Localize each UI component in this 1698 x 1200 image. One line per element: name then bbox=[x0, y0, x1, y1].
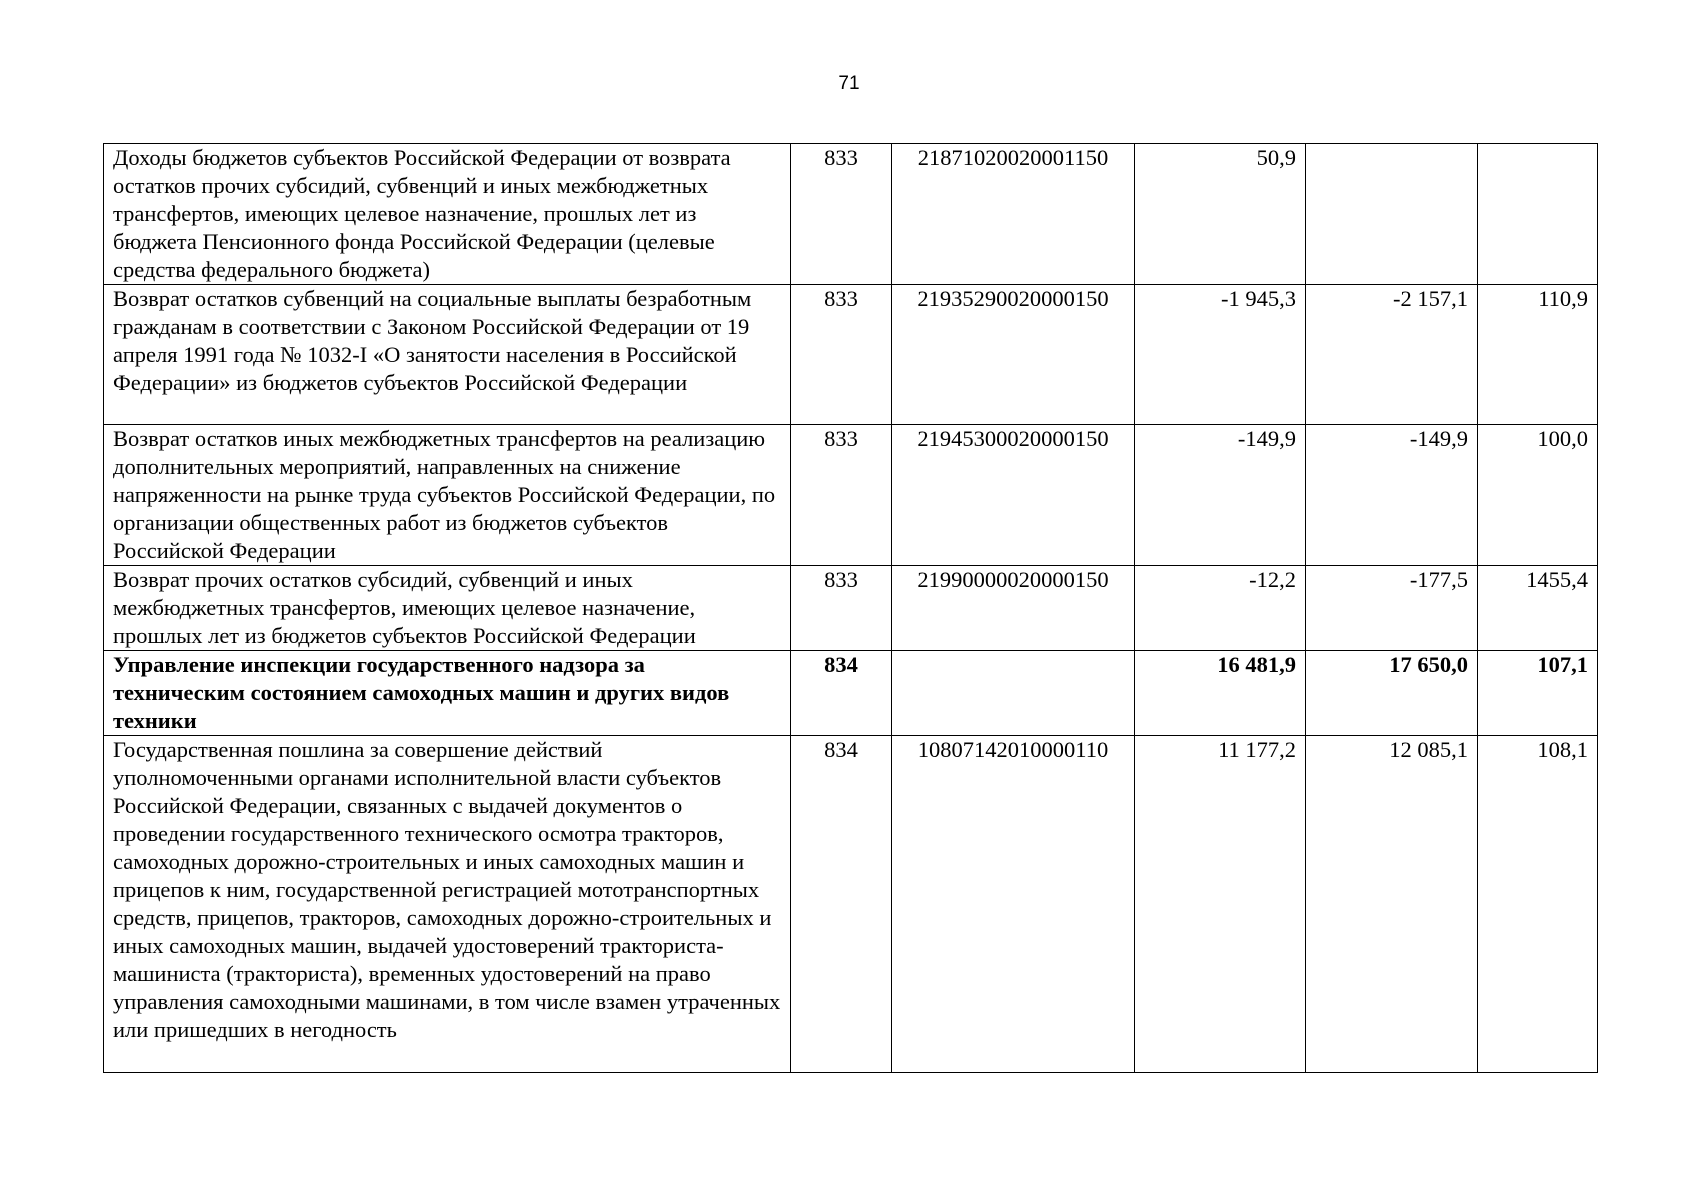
admin-code-cell: 834 bbox=[791, 651, 892, 736]
value-1-cell: 16 481,9 bbox=[1135, 651, 1306, 736]
budget-table bbox=[103, 143, 1598, 1073]
percent-cell: 1455,4 bbox=[1478, 566, 1598, 651]
percent-cell: 108,1 bbox=[1478, 736, 1598, 1073]
admin-code-cell: 833 bbox=[791, 144, 892, 285]
table-row bbox=[104, 425, 1598, 566]
percent-cell: 107,1 bbox=[1478, 651, 1598, 736]
value-2-cell: 17 650,0 bbox=[1306, 651, 1478, 736]
row-description: Государственная пошлина за совершение действий уполномоченными органами исполнительной власти субъектов Российской Федерации, связанных с выдачей документов о проведении государственного технического осмотра тракторов, самоходных дорожно-строительных и иных самоходных машин и прицепов к ним, государственной регистрацией мототранспортных средств, прицепов, тракторов, самоходных дорожно-строительных и иных самоходных машин, выдачей удостоверений тракториста-машиниста (тракториста), временных удостоверений на право управления самоходными машинами, в том числе взамен утраченных или пришедших в негодность bbox=[104, 736, 791, 1073]
admin-code-cell: 833 bbox=[791, 566, 892, 651]
value-1-cell: -149,9 bbox=[1135, 425, 1306, 566]
budget-code-cell: 21935290020000150 bbox=[892, 285, 1135, 425]
value-1-cell: -1 945,3 bbox=[1135, 285, 1306, 425]
percent-cell: 110,9 bbox=[1478, 285, 1598, 425]
budget-code-cell: 21871020020001150 bbox=[892, 144, 1135, 285]
budget-code-cell: 21990000020000150 bbox=[892, 566, 1135, 651]
value-2-cell: -2 157,1 bbox=[1306, 285, 1478, 425]
admin-code-cell: 833 bbox=[791, 285, 892, 425]
row-description: Доходы бюджетов субъектов Российской Федерации от возврата остатков прочих субсидий, субвенций и иных межбюджетных трансфертов, имеющих целевое назначение, прошлых лет из бюджета Пенсионного фонда Российской Федерации (целевые средства федерального бюджета) bbox=[104, 144, 791, 285]
value-1-cell: -12,2 bbox=[1135, 566, 1306, 651]
percent-cell bbox=[1478, 144, 1598, 285]
table-row bbox=[104, 566, 1598, 651]
admin-code-cell: 834 bbox=[791, 736, 892, 1073]
value-2-cell: -149,9 bbox=[1306, 425, 1478, 566]
row-description: Возврат остатков иных межбюджетных трансфертов на реализацию дополнительных мероприятий, направленных на снижение напряженности на рынке труда субъектов Российской Федерации, по организации общественных работ из бюджетов субъектов Российской Федерации bbox=[104, 425, 791, 566]
value-2-cell: -177,5 bbox=[1306, 566, 1478, 651]
value-2-cell: 12 085,1 bbox=[1306, 736, 1478, 1073]
value-1-cell: 50,9 bbox=[1135, 144, 1306, 285]
table-row bbox=[104, 736, 1598, 1073]
value-1-cell: 11 177,2 bbox=[1135, 736, 1306, 1073]
budget-code-cell: 21945300020000150 bbox=[892, 425, 1135, 566]
table-row-section-header bbox=[104, 651, 1598, 736]
budget-code-cell: 10807142010000110 bbox=[892, 736, 1135, 1073]
budget-code-cell bbox=[892, 651, 1135, 736]
row-description: Возврат прочих остатков субсидий, субвенций и иных межбюджетных трансфертов, имеющих целевое назначение, прошлых лет из бюджетов субъектов Российской Федерации bbox=[104, 566, 791, 651]
value-2-cell bbox=[1306, 144, 1478, 285]
row-description: Управление инспекции государственного надзора за техническим состоянием самоходных машин и других видов техники bbox=[104, 651, 791, 736]
table-row bbox=[104, 144, 1598, 285]
page-number: 71 bbox=[838, 73, 860, 94]
percent-cell: 100,0 bbox=[1478, 425, 1598, 566]
row-description: Возврат остатков субвенций на социальные выплаты безработным гражданам в соответствии с Законом Российской Федерации от 19 апреля 1991 года № 1032-I «О занятости населения в Российской Федерации» из бюджетов субъектов Российской Федерации bbox=[104, 285, 791, 425]
table-row bbox=[104, 285, 1598, 425]
admin-code-cell: 833 bbox=[791, 425, 892, 566]
